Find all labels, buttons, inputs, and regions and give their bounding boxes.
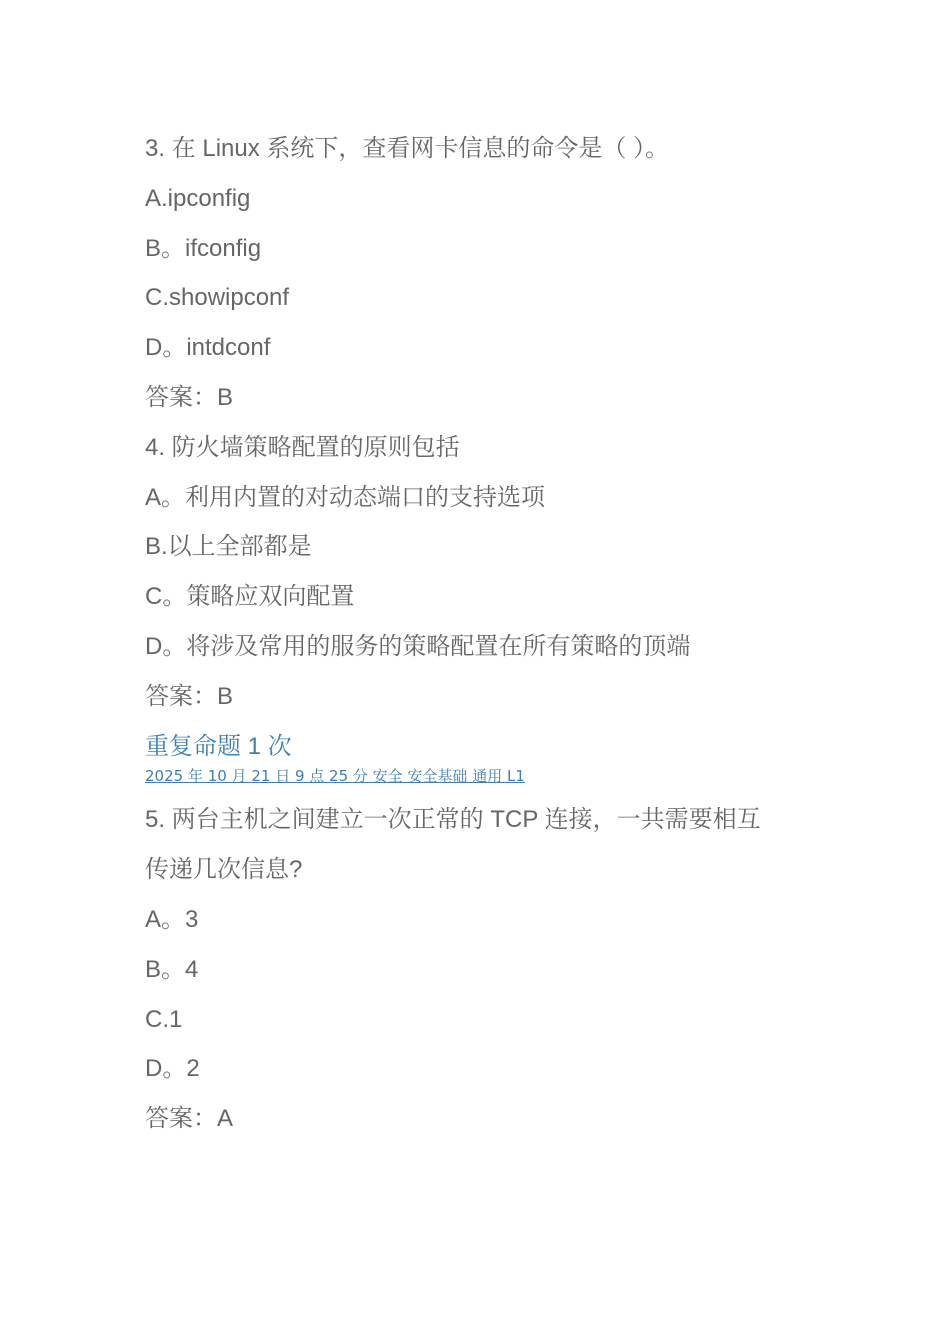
question-block-3: [145, 124, 825, 423]
question-block-5: [145, 795, 825, 1144]
question-text: 3. 在 Linux 系统下，查看网卡信息的命令是（ ）。: [145, 135, 670, 162]
question-block-4: [145, 423, 825, 722]
repeat-section-title: 重复命题 1 次: [145, 732, 292, 760]
document-page: [145, 124, 825, 1144]
question-text-line2: 传递几次信息?: [145, 856, 303, 884]
option-a: A。利用内置的对动态端口的支持选项: [145, 483, 546, 511]
option-d: D。intdconf: [145, 334, 271, 362]
option-a: A.ipconfig: [145, 184, 251, 212]
option-b: B.以上全部都是: [145, 533, 312, 561]
option-c: C。策略应双向配置: [145, 583, 355, 611]
option-d: D。2: [145, 1055, 200, 1083]
question-text-line1: 5. 两台主机之间建立一次正常的 TCP 连接，一共需要相互: [145, 806, 761, 834]
metadata-link[interactable]: [145, 763, 825, 789]
option-c: C.showipconf: [145, 284, 290, 312]
metadata-text: 2025 年 10 月 21 日 9 点 25 分 安全 安全基础 通用 L1: [145, 767, 525, 786]
option-d: D。将涉及常用的服务的策略配置在所有策略的顶端: [145, 632, 691, 660]
answer-text: 答案：B: [145, 383, 234, 411]
option-c: C.1: [145, 1005, 183, 1033]
question-text: 4. 防火墙策略配置的原则包括: [145, 433, 460, 461]
answer-text: 答案：A: [145, 1105, 234, 1133]
option-b: B。4: [145, 955, 199, 983]
option-b: B。ifconfig: [145, 234, 262, 262]
option-a: A。3: [145, 905, 199, 933]
answer-text: 答案：B: [145, 682, 234, 710]
